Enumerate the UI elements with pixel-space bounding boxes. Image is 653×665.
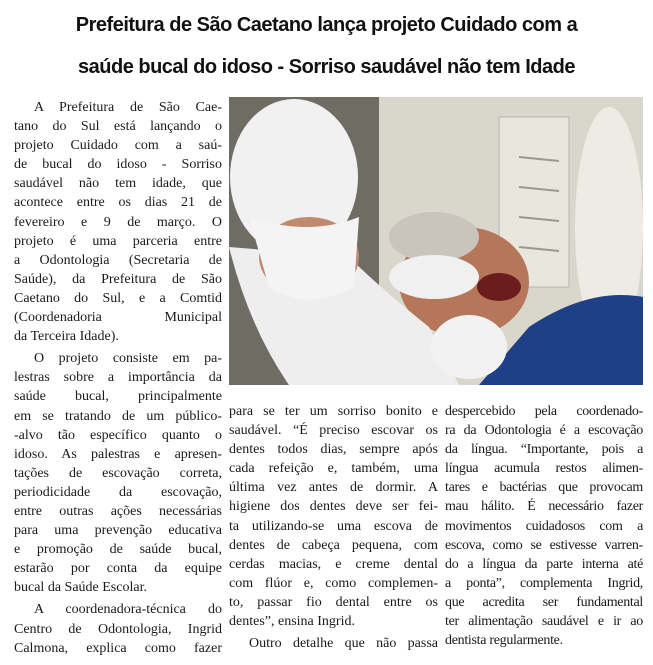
text-line: saudável não tem idade, que — [14, 176, 222, 192]
text-line: tações de escovação correta, — [14, 465, 222, 481]
text-line: ter alimentação saudável e ir ao — [445, 614, 643, 630]
text-line: a ponta”, complementa Ingrid, — [445, 575, 643, 591]
text-line: dentista regularmente. — [445, 633, 563, 649]
headline-line-2: saúde bucal do idoso - Sorriso saudável não tem Idade — [78, 56, 575, 78]
text-line: projeto Cuidado com a saú- — [14, 138, 222, 154]
text-line: idoso. As palestras e apresen- — [14, 446, 222, 462]
text-line: Caetano do Sul, e a Comtid — [14, 290, 222, 306]
text-line: saúde bucal, principalmente — [14, 389, 222, 405]
text-line: Calmona, explica como fazer — [14, 640, 222, 656]
text-line: que acredita ser fundamental — [445, 594, 643, 610]
text-line: periodicidade da escovação, — [14, 484, 222, 500]
text-line: lestras sobre a importância da — [14, 370, 222, 386]
text-line: despercebido pela coordenado- — [445, 404, 643, 419]
text-line: A coordenadora-técnica do — [34, 602, 222, 618]
text-line: movimentos cuidadosos com a — [445, 518, 643, 534]
photo-illustration — [229, 97, 643, 385]
article-photo-dentist-with-elderly-patient — [229, 97, 643, 385]
text-line: bucal da Saúde Escolar. — [14, 580, 147, 596]
text-line: dentes de cabeça pequena, com — [229, 537, 438, 553]
text-line: dentes”, ensina Ingrid. — [229, 614, 355, 630]
text-line: O projeto consiste em pa- — [34, 351, 222, 367]
text-line: (Coordenadoria Municipal — [14, 310, 222, 326]
text-line: ra da Odontologia é a escovação — [445, 423, 643, 439]
text-line: da Terceira Idade). — [14, 329, 119, 345]
text-line: to, passar fio dental entre os — [229, 594, 438, 610]
text-line: entre outras ações necessárias — [14, 503, 222, 519]
text-line: com flúor e, como complemen- — [229, 575, 438, 591]
text-column-3 — [445, 402, 643, 650]
text-line: cerdas macias, e creme dental — [229, 556, 438, 572]
text-line: em se tratando de um público- — [14, 408, 222, 424]
text-line: ta utilizando-se uma escova de — [229, 518, 438, 534]
text-line: para se ter um sorriso bonito e — [229, 404, 438, 419]
text-line: Saúde), da Prefeitura de São — [14, 271, 222, 287]
text-line: tano do Sul está lançando o — [14, 119, 222, 135]
text-line: língua acumula restos alimen- — [445, 461, 643, 477]
text-line: acontece entre os dias 21 de — [14, 195, 222, 211]
text-line: dentes todos dias, sempre após — [229, 442, 438, 458]
text-line: projeto é uma parceria entre — [14, 233, 222, 249]
text-line: -alvo tão específico quanto o — [14, 427, 222, 443]
headline-line-1: Prefeitura de São Caetano lança projeto Cuidado com a — [75, 14, 578, 36]
text-line: do a língua da parte interna até — [445, 556, 643, 572]
text-line: escova, como se estivesse varren- — [445, 537, 643, 553]
text-line: cada refeição e, também, uma — [229, 461, 438, 477]
article-headline — [6, 4, 647, 88]
text-line: de bucal do idoso - Sorriso — [14, 157, 222, 173]
text-line: mau hálito. É necessário fazer — [445, 499, 643, 515]
text-line: a Odontologia (Secretaria de — [14, 252, 222, 268]
text-line: última vez antes de dormir. A — [229, 480, 438, 496]
text-line: da língua. “Importante, pois a — [445, 442, 643, 458]
text-line: Centro de Odontologia, Ingrid — [14, 621, 222, 637]
text-column-1 — [14, 98, 222, 658]
text-line: higiene dos dentes deve ser fei- — [229, 499, 438, 515]
text-line: A Prefeitura de São Cae- — [34, 100, 222, 115]
text-line: tares e bactérias que provocam — [445, 480, 643, 496]
text-line: estarão por conta da equipe — [14, 561, 222, 577]
text-line: e promoção de saúde bucal, — [14, 542, 222, 558]
text-line: fevereiro e 9 de março. O — [14, 214, 222, 230]
text-line: para uma prevenção educativa — [14, 523, 222, 539]
text-line: Outro detalhe que não passa — [249, 636, 438, 652]
text-line: saudável. “É preciso escovar os — [229, 423, 438, 439]
text-column-2 — [229, 402, 438, 653]
